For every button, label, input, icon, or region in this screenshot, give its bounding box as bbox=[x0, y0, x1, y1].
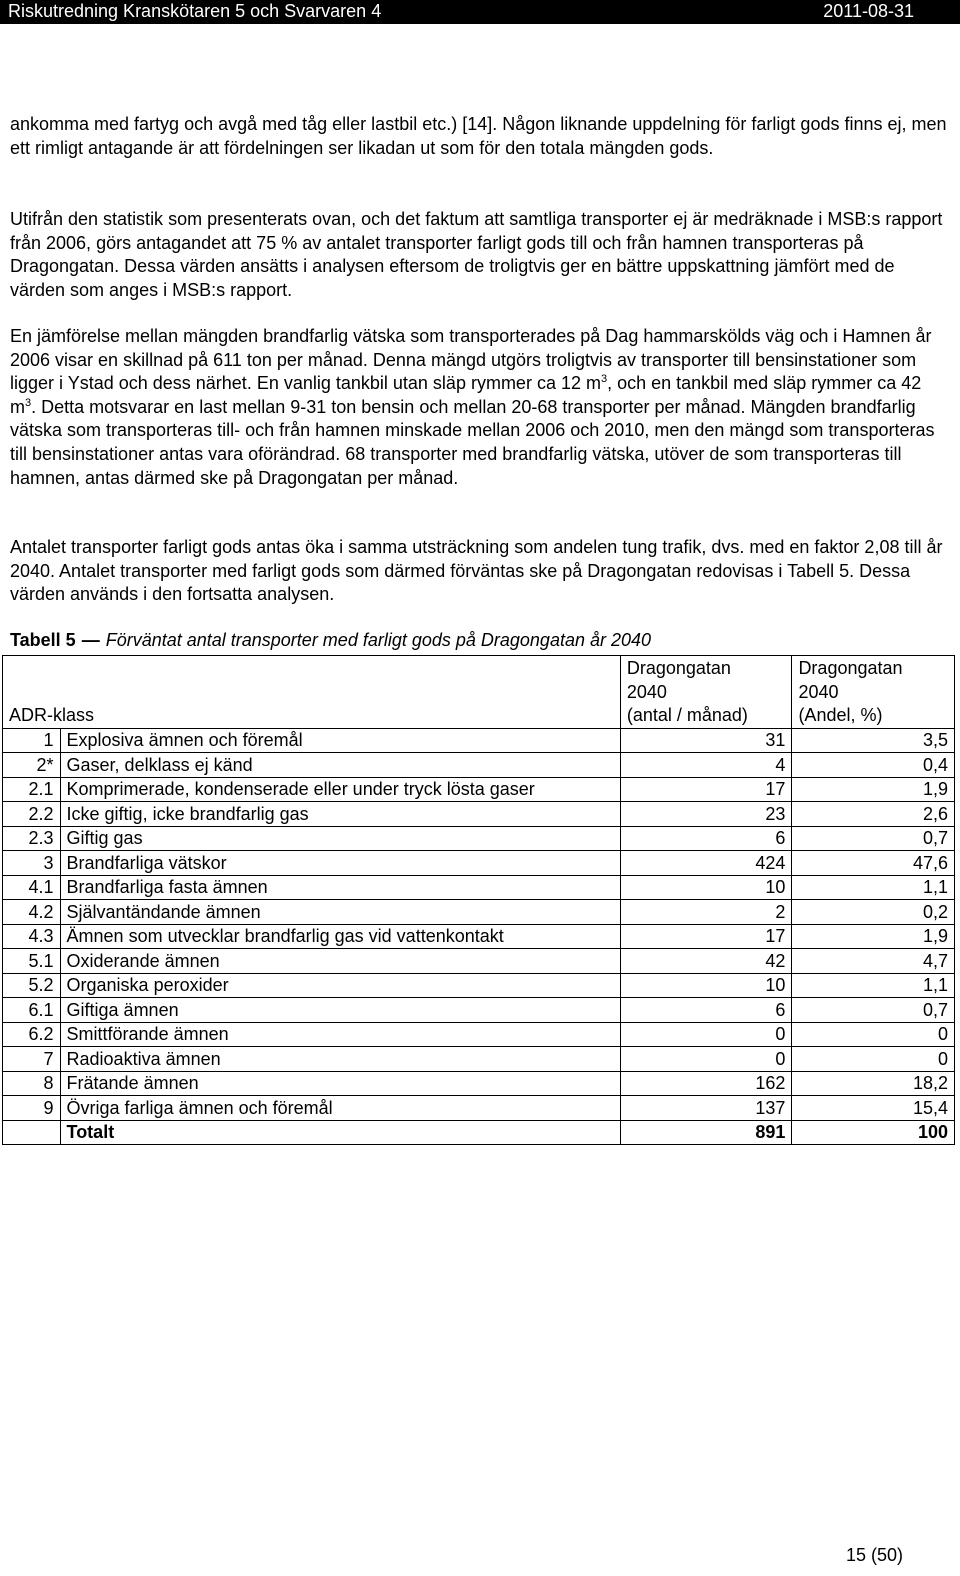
cell-antal: 4 bbox=[620, 753, 792, 778]
cell-class: 2.1 bbox=[3, 777, 61, 802]
table-row bbox=[3, 924, 955, 949]
paragraph-1 bbox=[10, 113, 950, 160]
cell-class: 7 bbox=[3, 1047, 61, 1072]
cell-total-andel: 100 bbox=[792, 1120, 955, 1145]
cell-class bbox=[3, 1120, 61, 1145]
cell-class: 1 bbox=[3, 728, 61, 753]
cell-class: 6.1 bbox=[3, 998, 61, 1023]
paragraph-text: Utifrån den statistik som presenterats ovan, och det faktum att samtliga transporter ej är medräknade i MSB:s rapport från 2006, görs antagandet att 75 % av antalet transporter farligt gods till och från hamnen transporteras på Dragongatan. Dessa värden ansätts i analysen eftersom de troligtvis ger en bättre uppskattning jämfört med de värden som anges i MSB:s rapport. bbox=[10, 209, 943, 300]
cell-name: Gaser, delklass ej känd bbox=[60, 753, 620, 778]
table-label: Tabell 5 bbox=[10, 630, 76, 650]
cell-andel: 0,7 bbox=[792, 826, 955, 851]
table-row bbox=[3, 875, 955, 900]
cell-class: 9 bbox=[3, 1096, 61, 1121]
paragraph-segment: En jämförelse mellan mängden brandfarlig vätska som transporterades på Dag hammarskölds väg och i Hamnen år 2006 visar en skillnad på 611 ton per månad. Denna mängd utgörs troligtvis av transporter till bensinstationer som ligger i Ystad och dess närhet. En vanlig tankbil utan släp rymmer ca 12 m bbox=[10, 326, 932, 394]
cell-andel: 3,5 bbox=[792, 728, 955, 753]
cell-name: Ämnen som utvecklar brandfarlig gas vid vattenkontakt bbox=[60, 924, 620, 949]
adr-table bbox=[2, 655, 955, 1145]
cell-andel: 1,9 bbox=[792, 924, 955, 949]
table-header-row bbox=[3, 656, 955, 729]
page-number: 15 (50) bbox=[846, 1545, 904, 1565]
table-row bbox=[3, 802, 955, 827]
cell-class: 6.2 bbox=[3, 1022, 61, 1047]
cell-antal: 0 bbox=[620, 1022, 792, 1047]
cell-class: 2.3 bbox=[3, 826, 61, 851]
cell-class: 4.1 bbox=[3, 875, 61, 900]
paragraph-segment: . Detta motsvarar en last mellan 9-31 ton bensin och mellan 20-68 transporter per månad. Mängden brandfarlig vätska som transporteras till- och från hamnen minskade mellan 2006 och 2010, men den mängd som transporteras till bensinstationer antas vara oförändrad. 68 transporter med brandfarlig vätska, utöver de som transporteras till hamnen, antas därmed ske på Dragongatan per månad. bbox=[10, 396, 935, 488]
header-line: (antal / månad) bbox=[626, 705, 748, 725]
cell-name: Giftiga ämnen bbox=[60, 998, 620, 1023]
cell-class: 5.2 bbox=[3, 973, 61, 998]
cell-antal: 10 bbox=[620, 973, 792, 998]
cell-antal: 137 bbox=[620, 1096, 792, 1121]
cell-class: 2* bbox=[3, 753, 61, 778]
cell-class: 8 bbox=[3, 1071, 61, 1096]
header-line: Dragongatan bbox=[626, 658, 731, 678]
paragraph-text bbox=[10, 325, 950, 490]
cell-andel: 4,7 bbox=[792, 949, 955, 974]
cell-name: Organiska peroxider bbox=[60, 973, 620, 998]
table-row bbox=[3, 973, 955, 998]
table-row bbox=[3, 1096, 955, 1121]
cell-total-label: Totalt bbox=[60, 1120, 620, 1145]
cell-andel: 1,1 bbox=[792, 973, 955, 998]
cell-name: Komprimerade, kondenserade eller under tryck lösta gaser bbox=[60, 777, 620, 802]
cell-andel: 47,6 bbox=[792, 851, 955, 876]
cell-antal: 2 bbox=[620, 900, 792, 925]
cell-andel: 1,1 bbox=[792, 875, 955, 900]
cell-antal: 6 bbox=[620, 826, 792, 851]
cell-antal: 162 bbox=[620, 1071, 792, 1096]
table-row bbox=[3, 777, 955, 802]
header-line: Dragongatan bbox=[798, 658, 903, 678]
table-title: Förväntat antal transporter med farligt gods på Dragongatan år 2040 bbox=[105, 630, 652, 650]
header-andel bbox=[792, 656, 955, 729]
cell-name: Explosiva ämnen och föremål bbox=[60, 728, 620, 753]
header-line: 2040 bbox=[798, 681, 839, 702]
paragraph-2 bbox=[10, 208, 950, 302]
table-row bbox=[3, 826, 955, 851]
paragraph-text: Antalet transporter farligt gods antas öka i samma utsträckning som andelen tung trafik, dvs. med en faktor 2,08 till år 2040. Antalet transporter med farligt gods som därmed förväntas ske på Dragongatan redovisas i Tabell 5. Dessa värden används i den fortsatta analysen. bbox=[10, 537, 943, 605]
cell-andel: 0 bbox=[792, 1022, 955, 1047]
superscript: 3 bbox=[25, 396, 32, 409]
table-total-row bbox=[3, 1120, 955, 1145]
running-header bbox=[0, 0, 960, 24]
cell-antal: 0 bbox=[620, 1047, 792, 1072]
cell-name: Brandfarliga vätskor bbox=[60, 851, 620, 876]
cell-class: 4.3 bbox=[3, 924, 61, 949]
header-antal bbox=[620, 656, 792, 729]
table-caption bbox=[10, 630, 651, 651]
document-date: 2011-08-31 bbox=[823, 1, 914, 21]
cell-antal: 42 bbox=[620, 949, 792, 974]
header-line: 2040 bbox=[626, 681, 667, 702]
cell-antal: 17 bbox=[620, 777, 792, 802]
table-row bbox=[3, 728, 955, 753]
cell-andel: 15,4 bbox=[792, 1096, 955, 1121]
cell-antal: 31 bbox=[620, 728, 792, 753]
cell-name: Brandfarliga fasta ämnen bbox=[60, 875, 620, 900]
cell-andel: 0,4 bbox=[792, 753, 955, 778]
table-row bbox=[3, 851, 955, 876]
table-row bbox=[3, 900, 955, 925]
cell-name: Smittförande ämnen bbox=[60, 1022, 620, 1047]
cell-antal: 23 bbox=[620, 802, 792, 827]
cell-andel: 0,2 bbox=[792, 900, 955, 925]
header-adr-class: ADR-klass bbox=[3, 656, 621, 729]
cell-andel: 0 bbox=[792, 1047, 955, 1072]
cell-andel: 18,2 bbox=[792, 1071, 955, 1096]
table-row bbox=[3, 998, 955, 1023]
cell-class: 4.2 bbox=[3, 900, 61, 925]
table-row bbox=[3, 1022, 955, 1047]
cell-name: Icke giftig, icke brandfarlig gas bbox=[60, 802, 620, 827]
document-title: Riskutredning Kranskötaren 5 och Svarvaren 4 bbox=[8, 1, 382, 21]
table-row bbox=[3, 1071, 955, 1096]
cell-name: Frätande ämnen bbox=[60, 1071, 620, 1096]
cell-antal: 10 bbox=[620, 875, 792, 900]
paragraph-text: ankomma med fartyg och avgå med tåg eller lastbil etc.) [14]. Någon liknande uppdelning för farligt gods finns ej, men ett rimligt antagande är att fördelningen ser likadan ut som för den totala mängden gods. bbox=[10, 114, 947, 158]
paragraph-4 bbox=[10, 536, 950, 607]
cell-class: 2.2 bbox=[3, 802, 61, 827]
cell-name: Oxiderande ämnen bbox=[60, 949, 620, 974]
cell-andel: 0,7 bbox=[792, 998, 955, 1023]
cell-class: 3 bbox=[3, 851, 61, 876]
paragraph-3 bbox=[10, 325, 950, 490]
cell-antal: 17 bbox=[620, 924, 792, 949]
cell-name: Övriga farliga ämnen och föremål bbox=[60, 1096, 620, 1121]
caption-dash: — bbox=[81, 630, 100, 650]
cell-antal: 6 bbox=[620, 998, 792, 1023]
table-row bbox=[3, 753, 955, 778]
cell-name: Självantändande ämnen bbox=[60, 900, 620, 925]
cell-name: Giftig gas bbox=[60, 826, 620, 851]
header-line: (Andel, %) bbox=[798, 705, 883, 725]
table-row bbox=[3, 1047, 955, 1072]
cell-name: Radioaktiva ämnen bbox=[60, 1047, 620, 1072]
paragraph-segment: , och en tankbil med släp rymmer ca 42 m bbox=[10, 373, 922, 417]
cell-andel: 2,6 bbox=[792, 802, 955, 827]
cell-total-antal: 891 bbox=[620, 1120, 792, 1145]
cell-antal: 424 bbox=[620, 851, 792, 876]
table-row bbox=[3, 949, 955, 974]
cell-andel: 1,9 bbox=[792, 777, 955, 802]
cell-class: 5.1 bbox=[3, 949, 61, 974]
superscript: 3 bbox=[600, 373, 608, 386]
